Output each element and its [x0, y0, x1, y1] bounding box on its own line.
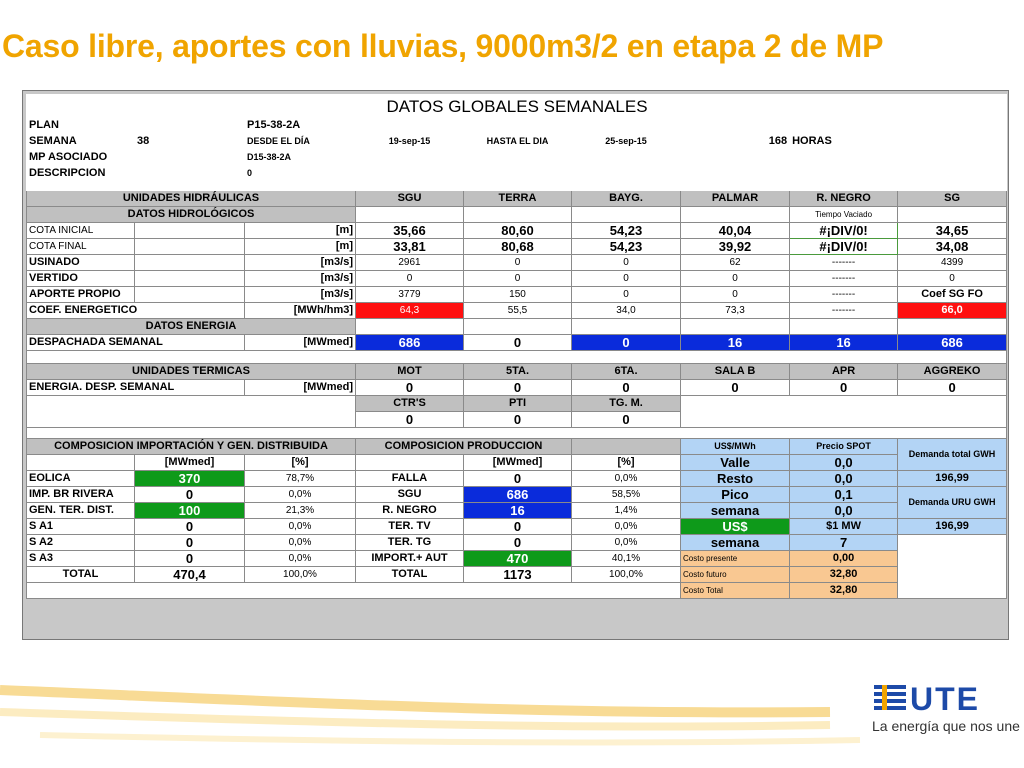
table-cell: ------- [790, 303, 898, 319]
table-cell: 100 [135, 503, 245, 519]
demanda-uru-label: Demanda URU GWH [898, 487, 1007, 519]
desde-label: DESDE EL DÍA [247, 136, 310, 146]
table-cell: 21,3% [245, 503, 356, 519]
costo-total-value: 32,80 [790, 583, 898, 599]
semana-value: 0,0 [790, 503, 898, 519]
table-cell: ------- [790, 271, 898, 287]
total-label: TOTAL [27, 567, 135, 583]
table-cell: 16 [681, 335, 790, 351]
table-cell: 0 [135, 535, 245, 551]
mp-label: MP ASOCIADO [29, 151, 108, 163]
table-cell: 4399 [898, 255, 1007, 271]
ptotal-mw: 1173 [464, 567, 572, 583]
table-cell: 686 [464, 487, 572, 503]
prod-row-name: FALLA [356, 471, 464, 487]
table-cell: 3779 [356, 287, 464, 303]
table-cell: 0 [356, 380, 464, 396]
table-cell: 686 [898, 335, 1007, 351]
despachada-label: DESPACHADA SEMANAL [27, 335, 245, 351]
table-cell: 470 [464, 551, 572, 567]
horas-label: HORAS [792, 135, 832, 147]
thermal-col-header: PTI [464, 396, 572, 412]
table-cell: 2961 [356, 255, 464, 271]
table-cell: 54,23 [572, 239, 681, 255]
pico-label: Pico [681, 487, 790, 503]
semana-label: SEMANA [29, 135, 77, 147]
desc-label: DESCRIPCION [29, 167, 106, 179]
table-cell: 0 [464, 412, 572, 428]
slogan: La energía que nos une [872, 718, 1020, 734]
table-cell: 0 [464, 255, 572, 271]
mp-value: D15-38-2A [247, 152, 292, 162]
costo-total-label: Costo Total [681, 583, 790, 599]
usinado-label: USINADO [27, 255, 135, 271]
table-cell: 686 [356, 335, 464, 351]
tiempo-vaciado-label: Tiempo Vaciado [790, 207, 898, 223]
valle-label: Valle [681, 455, 790, 471]
hydro-section-label: UNIDADES HIDRÁULICAS [27, 191, 356, 207]
resto-label: Resto [681, 471, 790, 487]
costo-futuro-label: Costo futuro [681, 567, 790, 583]
table-cell: 0 [681, 271, 790, 287]
table-cell: 54,23 [572, 223, 681, 239]
table-cell: 370 [135, 471, 245, 487]
table-cell: 35,66 [356, 223, 464, 239]
table-cell: 0 [681, 380, 790, 396]
thermal-col-header: 5TA. [464, 364, 572, 380]
semana-label: semana [681, 503, 790, 519]
hydro-col-header: SG [898, 191, 1007, 207]
table-cell: 64,3 [356, 303, 464, 319]
demanda-total-label: Demanda total GWH [898, 439, 1007, 471]
thermal-col-header: APR [790, 364, 898, 380]
horas-value: 168 [768, 135, 788, 147]
table-cell: 40,04 [681, 223, 790, 239]
coef-label: COEF. ENERGETICO [27, 303, 245, 319]
table-cell: 0 [572, 271, 681, 287]
imp-unit-pct: [%] [245, 455, 356, 471]
comp-row-name: IMP. BR RIVERA [27, 487, 135, 503]
table-cell: 78,7% [245, 471, 356, 487]
table-cell: ------- [790, 287, 898, 303]
table-cell: 1,4% [572, 503, 681, 519]
energia-desp-label: ENERGIA. DESP. SEMANAL [27, 380, 245, 396]
demanda-uru-value: 196,99 [898, 519, 1007, 535]
usd-label: US$ [681, 519, 790, 535]
vertido-label: VERTIDO [27, 271, 135, 287]
table-cell: 0 [572, 380, 681, 396]
table-cell: 34,08 [898, 239, 1007, 255]
aporte-unit: [m3/s] [245, 287, 356, 303]
comp-row-name: S A2 [27, 535, 135, 551]
total-mw: 470,4 [135, 567, 245, 583]
cota-final-unit: [m] [245, 239, 356, 255]
table-cell: 0 [464, 535, 572, 551]
prod-row-name: SGU [356, 487, 464, 503]
valle-value: 0,0 [790, 455, 898, 471]
hasta-value: 25-sep-15 [605, 136, 647, 146]
prod-row-name: IMPORT.+ AUT [356, 551, 464, 567]
hydro-col-header: TERRA [464, 191, 572, 207]
thermal-col-header: 6TA. [572, 364, 681, 380]
table-cell: 34,65 [898, 223, 1007, 239]
table-cell: 16 [790, 335, 898, 351]
ute-logo [874, 681, 1004, 715]
costo-presente-value: 0,00 [790, 551, 898, 567]
table-cell: 0 [572, 287, 681, 303]
imp-unit-mw: [MWmed] [135, 455, 245, 471]
error-cell: #¡DIV/0! [790, 223, 898, 239]
table-cell: 0,0% [245, 487, 356, 503]
thermal-col-header: MOT [356, 364, 464, 380]
table-cell: 62 [681, 255, 790, 271]
table-cell: 0 [135, 551, 245, 567]
usinado-unit: [m3/s] [245, 255, 356, 271]
thermal-col-header: SALA B [681, 364, 790, 380]
table-cell: 80,68 [464, 239, 572, 255]
table-cell: 0 [135, 519, 245, 535]
precio-spot-label: Precio SPOT [790, 439, 898, 455]
table-cell: 0,0% [572, 471, 681, 487]
cota-inicial-unit: [m] [245, 223, 356, 239]
table-cell: 73,3 [681, 303, 790, 319]
hydro-col-header: BAYG. [572, 191, 681, 207]
hydro-col-header: PALMAR [681, 191, 790, 207]
despachada-unit: [MWmed] [245, 335, 356, 351]
resto-value: 0,0 [790, 471, 898, 487]
table-cell: 0 [572, 335, 681, 351]
table-cell: 0 [464, 271, 572, 287]
total-pct: 100,0% [245, 567, 356, 583]
table-cell: 40,1% [572, 551, 681, 567]
usd-value: $1 MW [790, 519, 898, 535]
aporte-label: APORTE PROPIO [27, 287, 135, 303]
imp-title: COMPOSICION IMPORTACIÓN Y GEN. DISTRIBUIDA [27, 439, 356, 455]
table-cell: 0 [464, 335, 572, 351]
table-cell: 33,81 [356, 239, 464, 255]
table-cell: 39,92 [681, 239, 790, 255]
logo-text: UTE [910, 681, 980, 715]
usd-mwh-label: US$/MWh [681, 439, 790, 455]
table-cell: 0 [356, 412, 464, 428]
hasta-label: HASTA EL DIA [486, 136, 549, 146]
table-cell: 0,0% [245, 551, 356, 567]
thermal-col-header: TG. M. [572, 396, 681, 412]
ptotal-label: TOTAL [356, 567, 464, 583]
thermal-section-label: UNIDADES TERMICAS [27, 364, 356, 380]
datos-hidrologicos-label: DATOS HIDROLÓGICOS [27, 207, 356, 223]
comp-row-name: GEN. TER. DIST. [27, 503, 135, 519]
table-cell: 0,0% [245, 519, 356, 535]
table-cell: 0,0% [572, 535, 681, 551]
costo-presente-label: Costo presente [681, 551, 790, 567]
vertido-unit: [m3/s] [245, 271, 356, 287]
table-cell: 0 [898, 271, 1007, 287]
table-cell: 16 [464, 503, 572, 519]
table-cell: 0,0% [572, 519, 681, 535]
plan-value: P15-38-2A [247, 119, 301, 131]
table-cell: 80,60 [464, 223, 572, 239]
prod-row-name: TER. TV [356, 519, 464, 535]
table-cell: 150 [464, 287, 572, 303]
semana-value: 38 [137, 135, 150, 147]
demanda-total-value: 196,99 [898, 471, 1007, 487]
table-cell: 0,0% [245, 535, 356, 551]
table-cell: 34,0 [572, 303, 681, 319]
cota-final-label: COTA FINAL [27, 239, 135, 255]
coef-unit: [MWh/hm3] [245, 303, 356, 319]
comp-row-name: S A1 [27, 519, 135, 535]
energia-desp-unit: [MWmed] [245, 380, 356, 396]
prod-row-name: TER. TG [356, 535, 464, 551]
plan-label: PLAN [29, 119, 59, 131]
thermal-col-header: AGGREKO [898, 364, 1007, 380]
table-cell: 0 [464, 519, 572, 535]
prod-title: COMPOSICION PRODUCCION [356, 439, 572, 455]
table-cell: 0 [790, 380, 898, 396]
table-cell: 0 [464, 471, 572, 487]
ptotal-pct: 100,0% [572, 567, 681, 583]
hydro-col-header: SGU [356, 191, 464, 207]
table-cell: 58,5% [572, 487, 681, 503]
datos-energia-label: DATOS ENERGIA [27, 319, 356, 335]
thermal-col-header: CTR'S [356, 396, 464, 412]
table-cell: 0 [356, 271, 464, 287]
slide-title: Caso libre, aportes con lluvias, 9000m3/2 en etapa 2 de MP [2, 28, 884, 64]
semana2-value: 7 [790, 535, 898, 551]
semana2-label: semana [681, 535, 790, 551]
pico-value: 0,1 [790, 487, 898, 503]
prod-row-name: R. NEGRO [356, 503, 464, 519]
table-title: DATOS GLOBALES SEMANALES [386, 96, 648, 116]
hydro-col-header: R. NEGRO [790, 191, 898, 207]
prod-unit-pct: [%] [572, 455, 681, 471]
table-cell: 55,5 [464, 303, 572, 319]
comp-row-name: S A3 [27, 551, 135, 567]
prod-unit-mw: [MWmed] [464, 455, 572, 471]
table-cell: 0 [135, 487, 245, 503]
comp-row-name: EOLICA [27, 471, 135, 487]
table-cell: 0 [572, 412, 681, 428]
table-cell: 0 [464, 380, 572, 396]
table-cell: 66,0 [898, 303, 1007, 319]
error-cell: #¡DIV/0! [790, 239, 898, 255]
desc-value: 0 [247, 168, 253, 178]
table-cell: 0 [572, 255, 681, 271]
table-cell: 0 [681, 287, 790, 303]
datos-globales-table [26, 94, 1007, 599]
table-cell: 0 [898, 380, 1007, 396]
table-cell: ------- [790, 255, 898, 271]
costo-futuro-value: 32,80 [790, 567, 898, 583]
cota-inicial-label: COTA INICIAL [27, 223, 135, 239]
desde-value: 19-sep-15 [388, 136, 431, 146]
coef-sg-fo-label: Coef SG FO [898, 287, 1007, 303]
